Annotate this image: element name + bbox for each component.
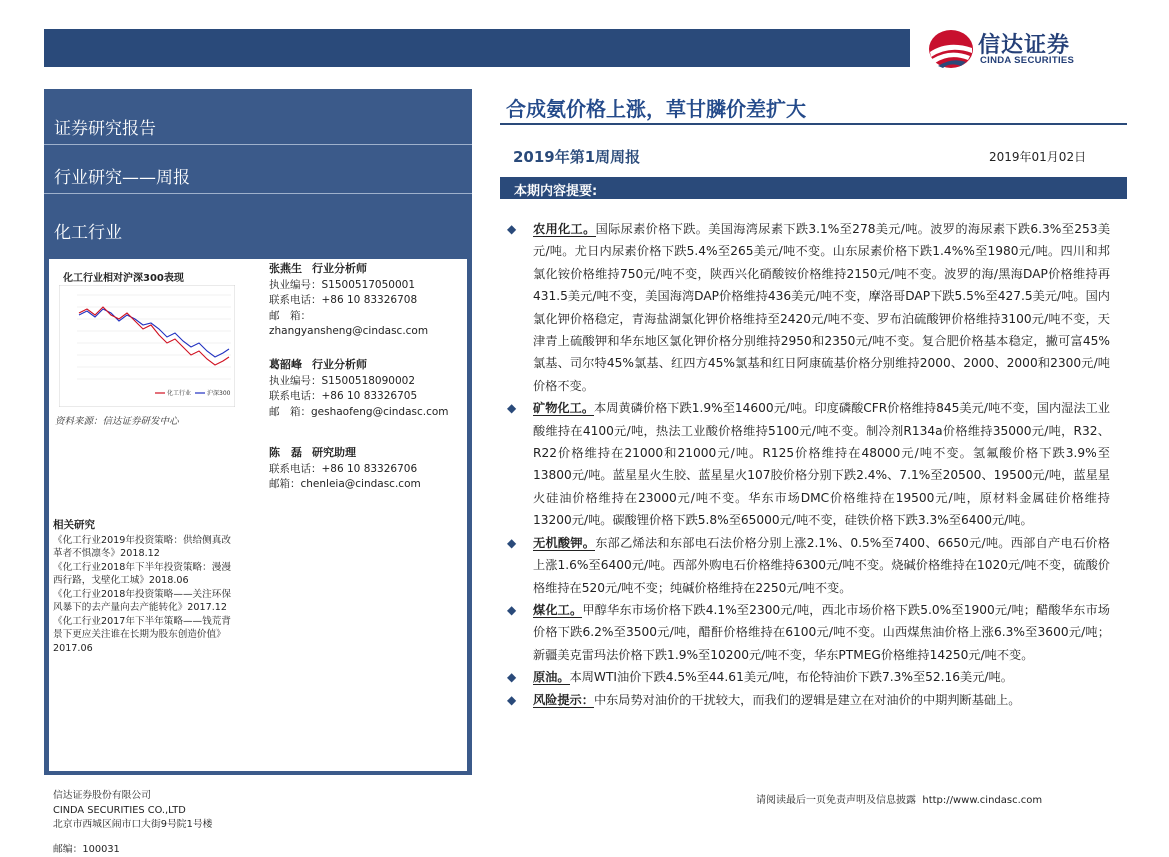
summary-heading: 本期内容提要:	[514, 180, 597, 199]
summary-item-title: 无机酸钾。	[533, 536, 595, 551]
summary-item	[507, 666, 1110, 688]
related-item: 《化工行业2018年投资策略——关注环保风暴下的去产量向去产能转化》2017.12	[53, 588, 238, 615]
diamond-bullet-icon: ◆	[507, 689, 516, 711]
report-date: 2019年01月02日	[989, 148, 1086, 165]
analyst-name: 陈 磊	[269, 446, 302, 459]
summary-content	[507, 218, 1110, 711]
footer-disclaimer: 请阅读最后一页免责声明及信息披露	[756, 795, 916, 806]
footer	[756, 791, 1042, 806]
related-item: 《化工行业2018年下半年投资策略：漫漫西行路，戈壁化工城》2018.06	[53, 561, 238, 588]
analyst-block	[269, 445, 421, 493]
diamond-bullet-icon: ◆	[507, 218, 516, 240]
analyst-cert: 执业编号：S1500518090002	[269, 374, 449, 390]
related-heading: 相关研究	[53, 519, 238, 533]
logo-name-en: CINDA SECURITIES	[980, 55, 1074, 66]
analyst-cert: 执业编号：S1500517050001	[269, 278, 428, 294]
related-item: 《化工行业2019年投资策略：供给侧真改革者不惧凛冬》2018.12	[53, 534, 238, 561]
related-research	[53, 519, 238, 655]
summary-item-text: 中东局势对油价的干扰较大，而我们的逻辑是建立在对油价的中期判断基础上。	[594, 693, 1021, 707]
analyst-email-label: 邮箱：	[269, 478, 301, 490]
analyst-name: 张燕生	[269, 262, 302, 275]
analyst-email[interactable]: geshaofeng@cindasc.com	[311, 406, 449, 418]
analyst-email[interactable]: zhangyansheng@cindasc.com	[269, 324, 428, 340]
analyst-email-label: 邮 箱：	[269, 406, 311, 418]
industry-name: 化工行业	[54, 218, 122, 243]
summary-item-title: 原油。	[533, 670, 570, 685]
chart-legend-label: 沪深300	[207, 389, 231, 397]
summary-item	[507, 532, 1110, 599]
diamond-bullet-icon: ◆	[507, 599, 516, 621]
summary-item	[507, 397, 1110, 531]
summary-item-text: 甲醇华东市场价格下跌4.1%至2300元/吨，西北市场价格下跌5.0%至1900元/吨；醋酸华东市场价格下跌6.2%至3500元/吨，醋酐价格维持在6100元/吨不变。山西煤焦油价格上涨6.3%至3600元/吨；新疆美克雷玛法价格下跌1.9%至10200元/吨不变，华东PTMEG价格维持14250元/吨不变。	[533, 603, 1110, 662]
summary-item-title: 煤化工。	[533, 603, 582, 618]
report-type: 证券研究报告	[54, 114, 156, 139]
header-bar	[44, 29, 910, 67]
diamond-bullet-icon: ◆	[507, 666, 516, 688]
chart-title: 化工行业相对沪深300表现	[63, 269, 184, 284]
title-rule	[500, 123, 1127, 125]
analyst-name: 葛韶峰	[269, 358, 302, 371]
cinda-logo-icon	[928, 26, 974, 72]
divider	[44, 144, 472, 145]
analyst-role: 研究助理	[312, 446, 356, 459]
summary-item-title: 风险提示：	[533, 693, 594, 708]
analyst-email-label: 邮 箱：	[269, 309, 428, 325]
summary-item	[507, 599, 1110, 666]
report-category: 行业研究——周报	[54, 163, 190, 188]
diamond-bullet-icon: ◆	[507, 397, 516, 419]
analyst-role: 行业分析师	[312, 358, 367, 371]
summary-heading-bar	[500, 177, 1127, 199]
company-name-en: CINDA SECURITIES CO.,LTD	[53, 804, 212, 819]
summary-item-title: 矿物化工。	[533, 401, 594, 416]
related-item: 《化工行业2017年下半年策略——钱荒背景下更应关注谁在长期为股东创造价值》2017.06	[53, 615, 238, 656]
company-info	[53, 789, 212, 857]
summary-item-text: 本周WTI油价下跌4.5%至44.61美元/吨，布伦特油价下跌7.3%至52.16美元/吨。	[570, 670, 1013, 684]
sidebar	[44, 89, 472, 775]
analyst-phone: 联系电话：+86 10 83326705	[269, 389, 449, 405]
logo-name-cn: 信达证券	[978, 28, 1070, 59]
summary-item	[507, 218, 1110, 397]
summary-item-text: 东部乙烯法和东部电石法价格分别上涨2.1%、0.5%至7400、6650元/吨。西部自产电石价格上涨1.6%至6400元/吨。西部外购电石价格维持6300元/吨不变。烧碱价格维持在1020元/吨不变，硫酸价格维持在520元/吨不变；纯碱价格维持在2250元/吨不变。	[533, 536, 1110, 595]
analyst-phone: 联系电话：+86 10 83326708	[269, 293, 428, 309]
summary-item-title: 农用化工。	[533, 222, 596, 237]
summary-item-text: 国际尿素价格下跌。美国海湾尿素下跌3.1%至278美元/吨。波罗的海尿素下跌6.3%至253美元/吨。尤日内尿素价格下跌5.4%至265美元/吨不变。山东尿素价格下跌1.4%%至1980元/吨。四川和邦氯化铵价格维持750元/吨不变，陕西兴化硝酸铵价格维持2150元/吨不变。波罗的海/黑海DAP价格维持再431.5美元/吨不变，美国海湾DAP价格维持436美元/吨不变，摩洛哥DAP下跌5.5%至427.5美元/吨。国内氯化钾价格稳定，青海盐湖氯化钾价格维持至2420元/吨不变、罗布泊硫酸钾价格维持3100元/吨不变，天津青上硫酸钾和华东地区氯化钾价格分别维持2950和2350元/吨不变。复合肥价格基本稳定，撇可富45%氯基、司尔特45%氯基、红四方45%氯基和红日阿康硫基价格分别维持2000、2000、2000和2300元/吨价格不变。	[533, 222, 1110, 393]
footer-url[interactable]: http://www.cindasc.com	[922, 795, 1042, 806]
analyst-phone: 联系电话：+86 10 83326706	[269, 462, 421, 478]
cinda-logo	[928, 26, 1128, 72]
page-title: 合成氨价格上涨，草甘膦价差扩大	[506, 93, 806, 122]
summary-item	[507, 689, 1110, 711]
summary-item-text: 本周黄磷价格下跌1.9%至14600元/吨。印度磷酸CFR价格维持845美元/吨不变，国内湿法工业酸维持在4100元/吨，热法工业酸价格维持5100元/吨不变。制冷剂R134a价格维持35000元/吨，R32、R22价格维持在21000和21000元/吨。R125价格维持在48000元/吨不变。氢氟酸价格下跌3.9%至13800元/吨。蓝星星火生胶、蓝星星火107胶价格分别下跌2.4%、7.1%至20500、19500元/吨，蓝星星火硅油价格维持在23000元/吨不变。华东市场DMC价格维持在19500元/吨，原材料金属硅价格维持13200元/吨。碳酸锂价格下跌5.8%至65000元/吨不变，硅铁价格下跌3.3%至6400元/吨。	[533, 401, 1110, 527]
analyst-block	[269, 261, 428, 340]
divider	[44, 193, 472, 194]
company-name-cn: 信达证券股份有限公司	[53, 789, 212, 804]
chart-legend-label: 化工行业	[167, 389, 191, 397]
chart-source: 资料来源：信达证券研发中心	[55, 413, 179, 427]
analyst-email[interactable]: chenleia@cindasc.com	[301, 478, 421, 490]
analyst-role: 行业分析师	[312, 262, 367, 275]
sidebar-panel	[49, 259, 467, 771]
company-postcode: 邮编：100031	[53, 843, 212, 857]
analyst-block	[269, 357, 449, 420]
performance-chart	[59, 285, 235, 407]
diamond-bullet-icon: ◆	[507, 532, 516, 554]
company-address: 北京市西城区闹市口大街9号院1号楼	[53, 818, 212, 833]
report-subtitle: 2019年第1周周报	[513, 146, 640, 167]
